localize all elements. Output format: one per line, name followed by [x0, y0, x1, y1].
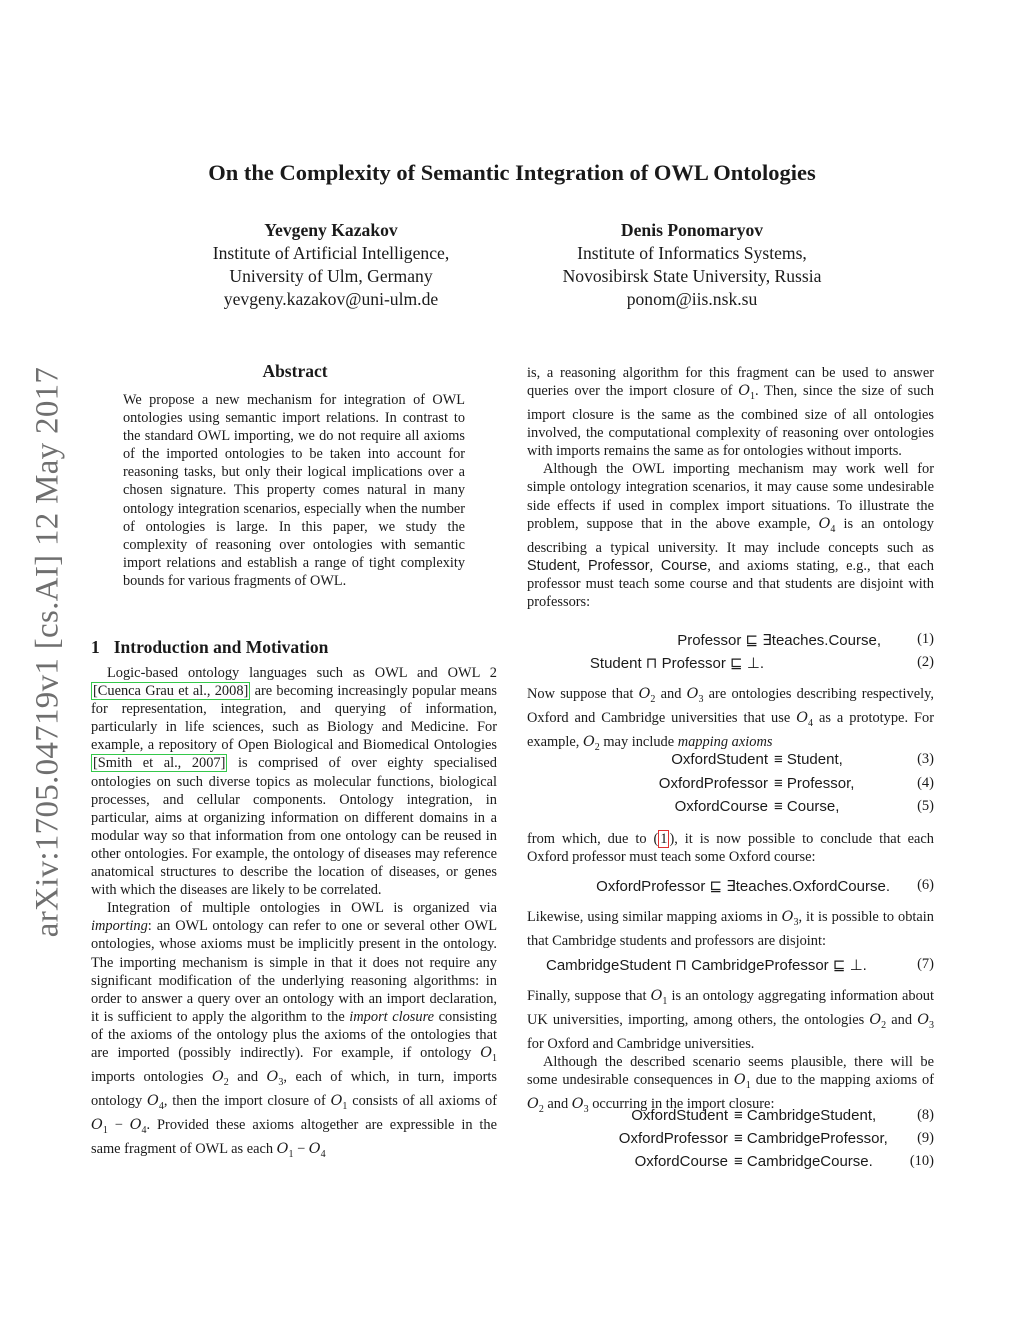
- equation-body: Student ⊓ Professor ⊑ ⊥.: [589, 655, 764, 672]
- equation-2: [527, 654, 934, 676]
- equation-number: (4): [917, 775, 934, 791]
- equation-rhs: ≡ CambridgeStudent,: [734, 1107, 877, 1124]
- paragraph: Now suppose that $O_2$ and $O_3$ are ontologies describing respectively, Oxford and Cambridge universities that use $O_4$ as a prototype. For example, $O_2$ may include mapping axioms: [527, 686, 934, 753]
- abstract-heading: Abstract: [262, 361, 328, 381]
- equation-number: (2): [917, 654, 934, 670]
- author-affiliation: University of Ulm, Germany: [229, 266, 433, 286]
- equation-number: (3): [917, 751, 934, 767]
- equation-number: (7): [917, 956, 934, 972]
- right-column-body-a: [527, 364, 934, 611]
- equation-3: [527, 751, 934, 773]
- section-number: 1: [91, 637, 100, 657]
- paragraph: from which, due to ( 1 ), it is now possible to conclude that each Oxford professor must teach some Oxford course:: [527, 831, 934, 866]
- equation-lhs: OxfordProfessor: [658, 775, 768, 792]
- equation-8: [527, 1107, 934, 1129]
- right-column-body-d: [527, 908, 934, 950]
- equation-9: [527, 1130, 934, 1152]
- author-affiliation: Novosibirsk State University, Russia: [562, 266, 822, 286]
- equation-rhs: ≡ Student,: [774, 751, 843, 768]
- citation-text: Smith et al., 2007: [97, 755, 221, 772]
- citation-link[interactable]: [Cuenca Grau et al., 2008]: [93, 683, 249, 700]
- equation-6: [527, 877, 934, 899]
- right-column-body-c: [527, 830, 934, 866]
- equation-5: [527, 798, 934, 820]
- paragraph: is, a reasoning algorithm for this fragment can be used to answer queries over the import closure of $O_1$. Then, since the size of such import closure is the same as the combined size of all ontologies involved, the computational complexity of reasoning over ontologies with imports remains the same as for ontologies without imports.: [527, 365, 934, 460]
- paragraph: Although the described scenario seems plausible, there will be some undesirable consequences in $O_1$ due to the mapping axioms of $O_2$ and $O_3$ occurring in the import closure:: [527, 1054, 935, 1115]
- paragraph: Finally, suppose that $O_1$ is an ontology aggregating information about UK universities, importing, among others, the ontologies $O_2$ and $O_3$ for Oxford and Cambridge universities.: [527, 988, 934, 1052]
- equation-body: Professor ⊑ ∃teaches.Course,: [677, 632, 881, 649]
- author-email: ponom@iis.nsk.su: [626, 289, 758, 309]
- equation-4: [527, 775, 934, 797]
- author-affiliation: Institute of Artificial Intelligence,: [212, 243, 450, 263]
- left-column-body: [91, 664, 497, 1164]
- equation-lhs: OxfordCourse: [674, 798, 768, 815]
- citation-text: Cuenca Grau et al., 2008: [97, 683, 244, 700]
- author-block-2: [522, 219, 862, 311]
- equation-lhs: OxfordCourse: [634, 1153, 728, 1170]
- equation-number: (10): [909, 1153, 934, 1169]
- equation-lhs: OxfordStudent: [631, 1107, 728, 1124]
- right-column-body-b: [527, 685, 934, 757]
- equation-7: [527, 956, 934, 978]
- paragraph: Integration of multiple ontologies in OWL is organized via importing: an OWL ontology can refer to one or several other OWL ontologies, whose axioms must be implicitly present in the ontology. The importing mechanism is simple in that it does not require any significant modification of the underlying reasoning algorithms: in order to answer a query over an ontology with an import declaration, it is sufficient to apply the algorithm to the import closure consisting of the axioms of the ontology plus the axioms of the ontologies that are imported (possibly indirectly). For example, if ontology $O_1$ imports ontologies $O_2$ and $O_3$, each of which, in turn, imports ontology $O_4$, then the import closure of $O_1$ consists of all axioms of $O_1 - O_4$. Provided these axioms altogether are expressible in the same fragment of OWL as each $O_1 - O_4$: [91, 900, 497, 1160]
- author-email: yevgeny.kazakov@uni-ulm.de: [223, 289, 439, 309]
- equation-number: (6): [917, 877, 934, 893]
- paper-title: On the Complexity of Semantic Integration of OWL Ontologies: [208, 160, 816, 185]
- paragraph: Logic-based ontology languages such as OWL and OWL 2 [Cuenca Grau et al., 2008] are becoming increasingly popular means for representation, integration, and querying of information, particularly in life sciences, such as Biology and Medicine. For example, a repository of Open Biological and Biomedical Ontologies [Smith et al., 2007] is comprised of over eighty specialised ontologies on such diverse topics as molecular functions, biological processes, and cellular components. Ontology integration, in particular, aims at organizing information on different domains in a modular way so that information from one ontology can be reused in other ontologies. For example, the ontology of diseases may reference anatomical structures to describe the location of diseases, or genes with which the diseases are likely to be correlated.: [91, 665, 497, 899]
- equation-number: (9): [917, 1130, 934, 1146]
- equation-lhs: OxfordStudent: [671, 751, 768, 768]
- equation-rhs: ≡ Course,: [774, 798, 840, 815]
- equation-ref-link[interactable]: 1: [660, 831, 668, 847]
- right-column-body-e: [527, 987, 934, 1119]
- equation-lhs: OxfordProfessor: [618, 1130, 728, 1147]
- equation-number: (5): [917, 798, 934, 814]
- author-name: Denis Ponomaryov: [620, 220, 764, 240]
- equation-10: [527, 1153, 934, 1175]
- author-name: Yevgeny Kazakov: [264, 220, 398, 240]
- equation-body: OxfordProfessor ⊑ ∃teaches.OxfordCourse.: [596, 878, 890, 895]
- author-affiliation: Institute of Informatics Systems,: [577, 243, 807, 263]
- equation-body: CambridgeStudent ⊓ CambridgeProfessor ⊑ ⊥.: [546, 957, 867, 974]
- equation-number: (1): [917, 631, 934, 647]
- equation-rhs: ≡ CambridgeCourse.: [734, 1153, 873, 1170]
- equation-1: [527, 631, 934, 653]
- section-title: Introduction and Motivation: [113, 637, 329, 657]
- abstract-text: We propose a new mechanism for integration of OWL ontologies using semantic import relations. In contrast to the standard OWL importing, we do not require all axioms of the imported ontologies to be taken into account for reasoning tasks, but only their logical implications over a chosen signature. This property comes natural in many ontology integration scenarios, especially when the number of ontologies is large. In this paper, we study the complexity of reasoning over ontologies with semantic import relations and establish a range of tight complexity bounds for various fragments of OWL.: [123, 392, 465, 589]
- equation-rhs: ≡ Professor,: [774, 775, 855, 792]
- author-block-1: [171, 219, 491, 311]
- equation-number: (8): [917, 1107, 934, 1123]
- paragraph: Although the OWL importing mechanism may work well for simple ontology integration scenarios, it may cause some undesirable side effects if used in complex import situations. To illustrate the problem, suppose that in the above example, $O_4$ is an ontology describing a typical university. It may include concepts such as Student, Professor, Course, and axioms stating, e.g., that each professor must teach some course and that students are disjoint with professors:: [527, 461, 934, 610]
- equation-rhs: ≡ CambridgeProfessor,: [734, 1130, 888, 1147]
- paragraph: Likewise, using similar mapping axioms in $O_3$, it is possible to obtain that Cambridge students and professors are disjoint:: [527, 909, 934, 949]
- arxiv-stamp: arXiv:1705.04719v1 [cs.AI] 12 May 2017: [29, 366, 66, 938]
- section-heading: [91, 637, 328, 658]
- citation-link[interactable]: [Smith et al., 2007]: [93, 755, 226, 772]
